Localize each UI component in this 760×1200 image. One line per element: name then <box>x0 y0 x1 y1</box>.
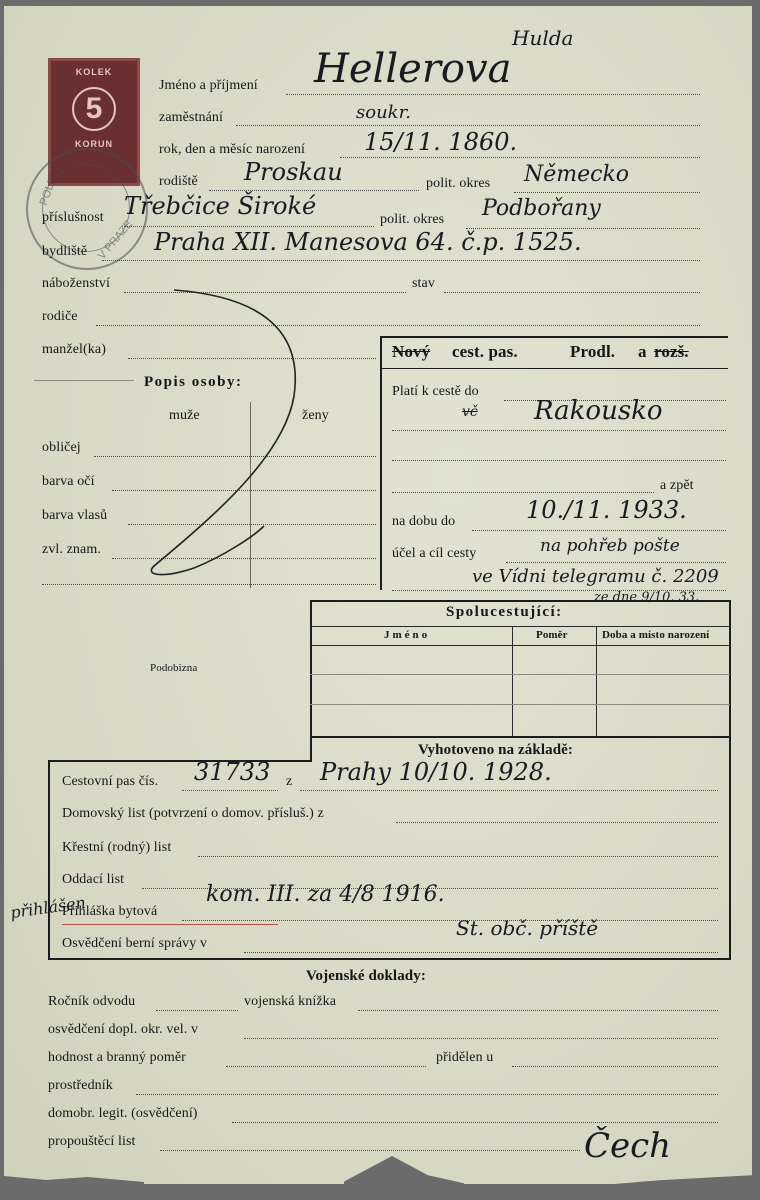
dobu-label: na dobu do <box>392 514 456 529</box>
prostrednik-line <box>136 1094 718 1095</box>
rodice-label: rodiče <box>42 309 78 324</box>
prihlaska-red-underline <box>62 924 278 925</box>
spolu-row-rule-2 <box>310 704 730 705</box>
cestovni-label: Cestovní pas čís. <box>62 774 159 789</box>
bydliste-value: Praha XII. Manesova 64. č.p. 1525. <box>154 228 582 256</box>
pas-header-rest: cest. pas. <box>452 342 518 361</box>
domobr-line <box>232 1122 718 1123</box>
prihlaska-line <box>182 920 718 921</box>
rodiste-line <box>209 190 419 191</box>
osvedceni-line <box>244 952 718 953</box>
knizka-line <box>358 1010 718 1011</box>
dobu-value: 10./11. 1933. <box>526 496 687 524</box>
cestovni-z-value: Prahy 10/10. 1928. <box>320 758 552 786</box>
narozeni-line <box>340 157 700 158</box>
spolu-col-doba: Doba a místo narození <box>602 629 710 641</box>
dopl-line <box>244 1038 718 1039</box>
dopl-label: osvědčení dopl. okr. vel. v <box>48 1022 199 1037</box>
prislusnost-okres-label: polit. okres <box>380 212 445 227</box>
hodnost-label: hodnost a branný poměr <box>48 1050 186 1065</box>
popis-top-rule <box>34 380 134 381</box>
pas-header-new: Nový <box>392 342 431 361</box>
zpet-line <box>392 492 654 493</box>
bydliste-label: bydliště <box>42 244 88 259</box>
spolu-bottom-rule <box>310 736 730 738</box>
popis-row-znam: zvl. znam. <box>42 542 101 557</box>
document-page <box>4 6 752 1184</box>
domobr-label: domobr. legit. (osvědčení) <box>48 1106 198 1121</box>
domovsky-label: Domovský list (potvrzení o domov. přísluš.) z <box>62 806 324 821</box>
vyhot-box-left <box>48 760 50 958</box>
vyhot-title: Vyhotoveno na základě: <box>418 742 573 758</box>
prislusnost-label: příslušnost <box>42 210 104 225</box>
propousteci-line <box>160 1150 580 1151</box>
prihlaska-label: Přihláška bytová <box>62 904 158 919</box>
stamp-value: 5 <box>72 87 116 131</box>
domovsky-line <box>396 822 718 823</box>
prislusnost-okres-value: Podbořany <box>482 196 601 221</box>
rocnik-label: Ročník odvodu <box>48 994 136 1009</box>
given-name-handwritten: Hulda <box>512 26 574 50</box>
spolu-box-top <box>310 600 730 602</box>
zamestnani-line <box>236 125 700 126</box>
spolu-header-rule <box>310 645 730 646</box>
vojenske-title: Vojenské doklady: <box>306 968 426 984</box>
osvedceni-value: St. obč. příště <box>456 916 599 940</box>
rodiste-okres-value: Německo <box>524 162 630 187</box>
spolu-row-rule-1 <box>310 674 730 675</box>
bottom-tear-1 <box>4 1168 144 1184</box>
spolu-box-right <box>729 600 731 958</box>
rodiste-label: rodiště <box>159 174 198 189</box>
propousteci-label: propouštěcí list <box>48 1134 136 1149</box>
plati-label: Platí k cestě do <box>392 384 479 399</box>
knizka-label: vojenská knížka <box>244 994 337 1009</box>
rodiste-okres-line <box>514 192 700 193</box>
ucel-value-3: ze dne 9/10. 33. <box>594 590 700 605</box>
pas-box-left-border <box>380 336 382 590</box>
spolu-col-divider-1 <box>512 626 513 736</box>
jmeno-line <box>286 94 700 95</box>
bydliste-line <box>102 260 700 261</box>
oddaci-label: Oddací list <box>62 872 125 887</box>
stamp-top-text: KOLEK <box>75 67 113 77</box>
cancellation-stroke <box>134 286 314 586</box>
popis-row-vlasu: barva vlasů <box>42 508 108 523</box>
stav-label: stav <box>412 276 435 291</box>
pas-header-rozs: rozš. <box>654 342 689 361</box>
cestovni-value: 31733 <box>194 758 271 786</box>
popis-row-oblicej: obličej <box>42 440 81 455</box>
cestovni-z-line <box>300 790 718 791</box>
bottom-tear-2 <box>344 1156 464 1184</box>
seal-text-left: POLICE <box>37 164 63 208</box>
vyhot-box-bottom <box>48 958 731 960</box>
plati-line-3 <box>392 460 726 461</box>
dobu-line <box>472 530 726 531</box>
zpet-label: a zpět <box>660 478 694 493</box>
spolu-title: Spolucestující: <box>446 604 563 620</box>
ucel-line <box>506 562 726 563</box>
zamestnani-value: soukr. <box>356 102 411 123</box>
spolu-col-jmeno: Jméno <box>384 629 431 641</box>
rodiste-value: Proskau <box>244 158 343 186</box>
popis-col-female: ženy <box>302 408 329 423</box>
vyhot-box-step <box>48 760 312 762</box>
margin-note: přihlášen <box>9 892 87 923</box>
ucel-value-2: ve Vídni telegramu č. 2209 <box>472 566 719 587</box>
spolu-col-pomer: Poměr <box>536 629 568 641</box>
manzel-label: manžel(ka) <box>42 342 106 357</box>
seal-text-bottom: V PRAZE <box>95 218 136 262</box>
pas-header-rule <box>380 368 728 369</box>
pas-box-top-border <box>380 336 728 338</box>
bottom-tear-3 <box>604 1172 752 1184</box>
jmeno-label: Jméno a příjmení <box>159 78 258 93</box>
prislusnost-line <box>124 226 374 227</box>
plati-line-2 <box>392 430 726 431</box>
popis-col-male: muže <box>169 408 200 423</box>
popis-row-oci: barva očí <box>42 474 95 489</box>
popis-title: Popis osoby: <box>144 374 243 390</box>
zamestnani-label: zaměstnání <box>159 110 223 125</box>
hodnost-line <box>226 1066 426 1067</box>
osvedceni-label: Osvědčení berní správy v <box>62 936 208 951</box>
prideleny-line <box>512 1066 718 1067</box>
cestovni-z-label: z <box>286 774 293 789</box>
dest-prefix: vč <box>462 404 478 420</box>
pas-header-a: a <box>638 342 647 361</box>
prislusnost-value: Třebčice Široké <box>124 192 317 220</box>
jmeno-value: Hellerova <box>314 46 512 92</box>
krestni-line <box>198 856 718 857</box>
destination-value: Rakousko <box>534 396 663 426</box>
ucel-label: účel a cíl cesty <box>392 546 477 561</box>
prihlaska-value: kom. III. za 4/8 1916. <box>206 882 445 907</box>
narozeni-label: rok, den a měsíc narození <box>159 142 305 157</box>
spolu-title-rule <box>310 626 730 627</box>
ucel-value-1: na pohřeb pošte <box>540 536 680 556</box>
podobizna-label: Podobizna <box>150 662 198 674</box>
spolu-col-divider-2 <box>596 626 597 736</box>
stav-line <box>444 292 700 293</box>
krestni-label: Křestní (rodný) list <box>62 840 172 855</box>
rodiste-okres-label: polit. okres <box>426 176 491 191</box>
prostrednik-label: prostředník <box>48 1078 113 1093</box>
rocnik-line <box>156 1010 238 1011</box>
pas-header-prodl: Prodl. <box>570 342 616 361</box>
cestovni-line <box>182 790 278 791</box>
prideleny-label: přidělen u <box>436 1050 494 1065</box>
stamp-currency: KORUN <box>75 139 113 149</box>
narozeni-value: 15/11. 1860. <box>364 128 518 156</box>
signature: Čech <box>584 1126 672 1166</box>
nabozenstvi-label: náboženství <box>42 276 110 291</box>
